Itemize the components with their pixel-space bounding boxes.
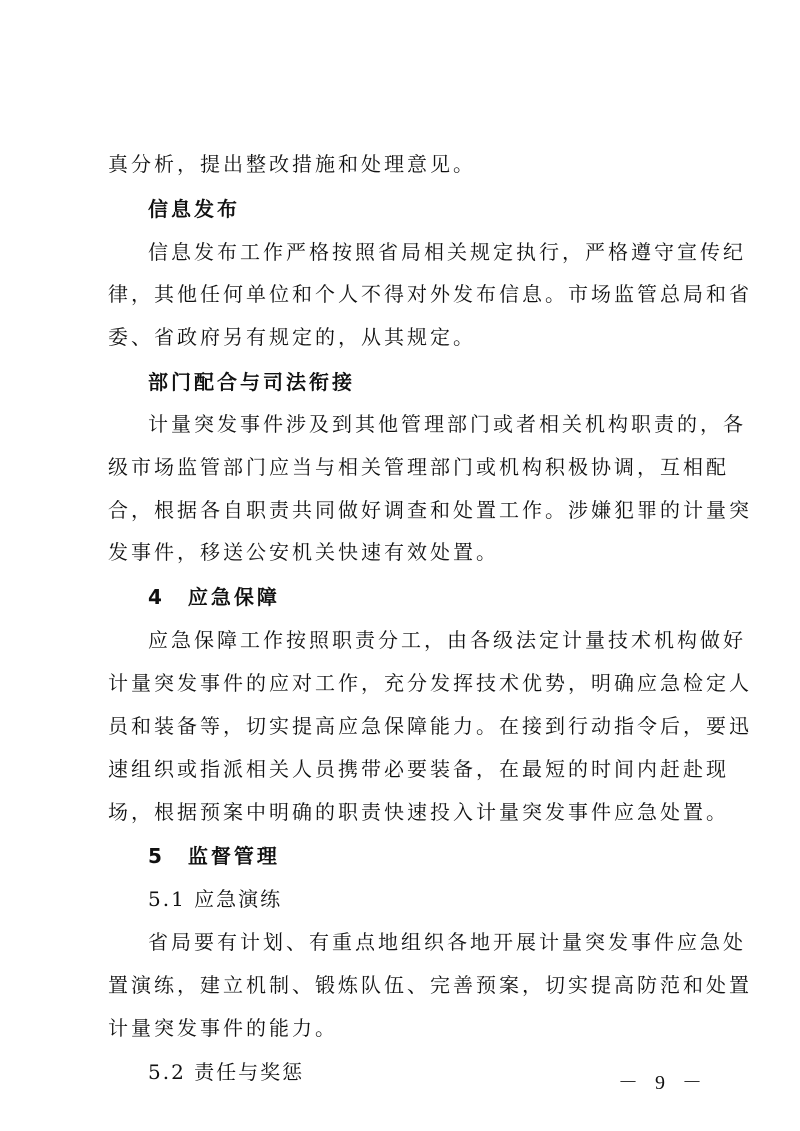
subsection-heading-5-2: 5.2 责任与奖惩 bbox=[148, 1060, 305, 1084]
paragraph-line: 员和装备等，切实提高应急保障能力。在接到行动指令后，要迅 bbox=[108, 714, 752, 738]
paragraph-line: 计量突发事件的能力。 bbox=[108, 1016, 338, 1040]
paragraph-line: 合，根据各自职责共同做好调查和处置工作。涉嫌犯罪的计量突 bbox=[108, 498, 752, 522]
section-heading-4: 4 应急保障 bbox=[148, 585, 280, 609]
paragraph-line: 速组织或指派相关人员携带必要装备，在最短的时间内赶赴现 bbox=[108, 757, 729, 781]
paragraph-line: 应急保障工作按照职责分工，由各级法定计量技术机构做好 bbox=[148, 628, 746, 652]
page-number: － 9 － bbox=[618, 1072, 708, 1094]
paragraph-line: 真分析，提出整改措施和处理意见。 bbox=[108, 152, 476, 176]
paragraph-line: 发事件，移送公安机关快速有效处置。 bbox=[108, 540, 499, 564]
subsection-heading-5-1: 5.1 应急演练 bbox=[148, 887, 283, 911]
section-heading-coordination: 部门配合与司法衔接 bbox=[148, 370, 355, 394]
paragraph-line: 信息发布工作严格按照省局相关规定执行，严格遵守宣传纪 bbox=[148, 240, 746, 264]
paragraph-line: 场，根据预案中明确的职责快速投入计量突发事件应急处置。 bbox=[108, 800, 729, 824]
paragraph-line: 律，其他任何单位和个人不得对外发布信息。市场监管总局和省 bbox=[108, 282, 752, 306]
paragraph-line: 委、省政府另有规定的，从其规定。 bbox=[108, 325, 476, 349]
section-heading-5: 5 监督管理 bbox=[148, 844, 280, 868]
paragraph-line: 计量突发事件的应对工作，充分发挥技术优势，明确应急检定人 bbox=[108, 671, 752, 695]
paragraph-line: 省局要有计划、有重点地组织各地开展计量突发事件应急处 bbox=[148, 930, 746, 954]
paragraph-line: 置演练，建立机制、锻炼队伍、完善预案，切实提高防范和处置 bbox=[108, 973, 752, 997]
paragraph-line: 级市场监管部门应当与相关管理部门或机构积极协调，互相配 bbox=[108, 455, 729, 479]
paragraph-line: 计量突发事件涉及到其他管理部门或者相关机构职责的，各 bbox=[148, 412, 746, 436]
section-heading-info-release: 信息发布 bbox=[148, 197, 240, 221]
